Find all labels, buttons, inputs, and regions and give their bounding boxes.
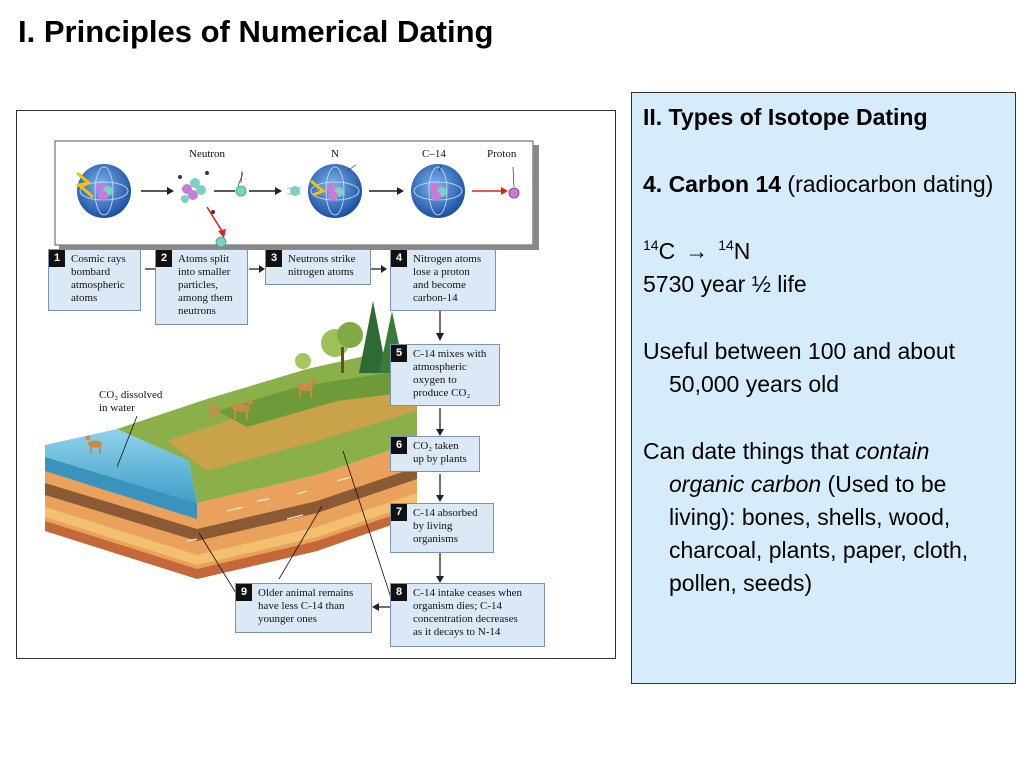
step-box-4: 4 Nitrogen atoms lose a proton and become carbon-14 bbox=[390, 249, 496, 311]
panel-heading: II. Types of Isotope Dating bbox=[643, 104, 928, 130]
right-arrow-icon: → bbox=[685, 238, 709, 264]
step-box-7: 7 C-14 absorbed by living organisms bbox=[390, 503, 494, 553]
decay-equation: $^{14}$C → $^{14}$N bbox=[643, 237, 751, 264]
step-box-6: 6 CO₂ taken up by plants bbox=[390, 436, 480, 472]
neutron-label: Neutron bbox=[189, 148, 226, 160]
step-box-9: 9 Older animal remains have less C-14 than younger ones bbox=[235, 583, 372, 633]
atom-carbon-14 bbox=[411, 164, 465, 218]
step-box-3: 3 Neutrons strike nitrogen atoms bbox=[265, 249, 371, 285]
carbon-14-figure bbox=[16, 110, 616, 659]
atom-nucleus-1 bbox=[77, 164, 131, 218]
step-box-2: 2 Atoms split into smaller particles, among them neutrons bbox=[155, 249, 248, 325]
proton-label: Proton bbox=[487, 148, 517, 160]
landscape-cross-section bbox=[45, 301, 417, 607]
nitrogen-label: N bbox=[331, 148, 339, 160]
carbon-14-label: C–14 bbox=[422, 148, 446, 160]
can-date-text: Can date things that contain organic carbon (Used to be living): bones, shells, wood, charcoal, plants, paper, cloth, pollen, seeds) bbox=[643, 438, 969, 596]
isotope-dating-panel bbox=[631, 92, 1016, 684]
half-life-text: 5730 year ½ life bbox=[643, 271, 807, 297]
useful-range-text: Useful between 100 and about 50,000 years old bbox=[643, 338, 956, 397]
slide-title: I. Principles of Numerical Dating bbox=[18, 14, 494, 49]
figure-artwork bbox=[17, 111, 616, 659]
co2-dissolved-label: CO₂ dissolved in water bbox=[99, 389, 163, 414]
step-box-1: 1 Cosmic rays bombard atmospheric atoms bbox=[48, 249, 141, 311]
step-box-5: 5 C-14 mixes with atmospheric oxygen to produce CO₂ bbox=[390, 344, 500, 406]
step-box-8: 8 C-14 intake ceases when organism dies; C-14 concentration decreases as it decays to N-14 bbox=[390, 583, 545, 647]
carbon-14-item: 4. Carbon 14 (radiocarbon dating) bbox=[643, 171, 994, 197]
